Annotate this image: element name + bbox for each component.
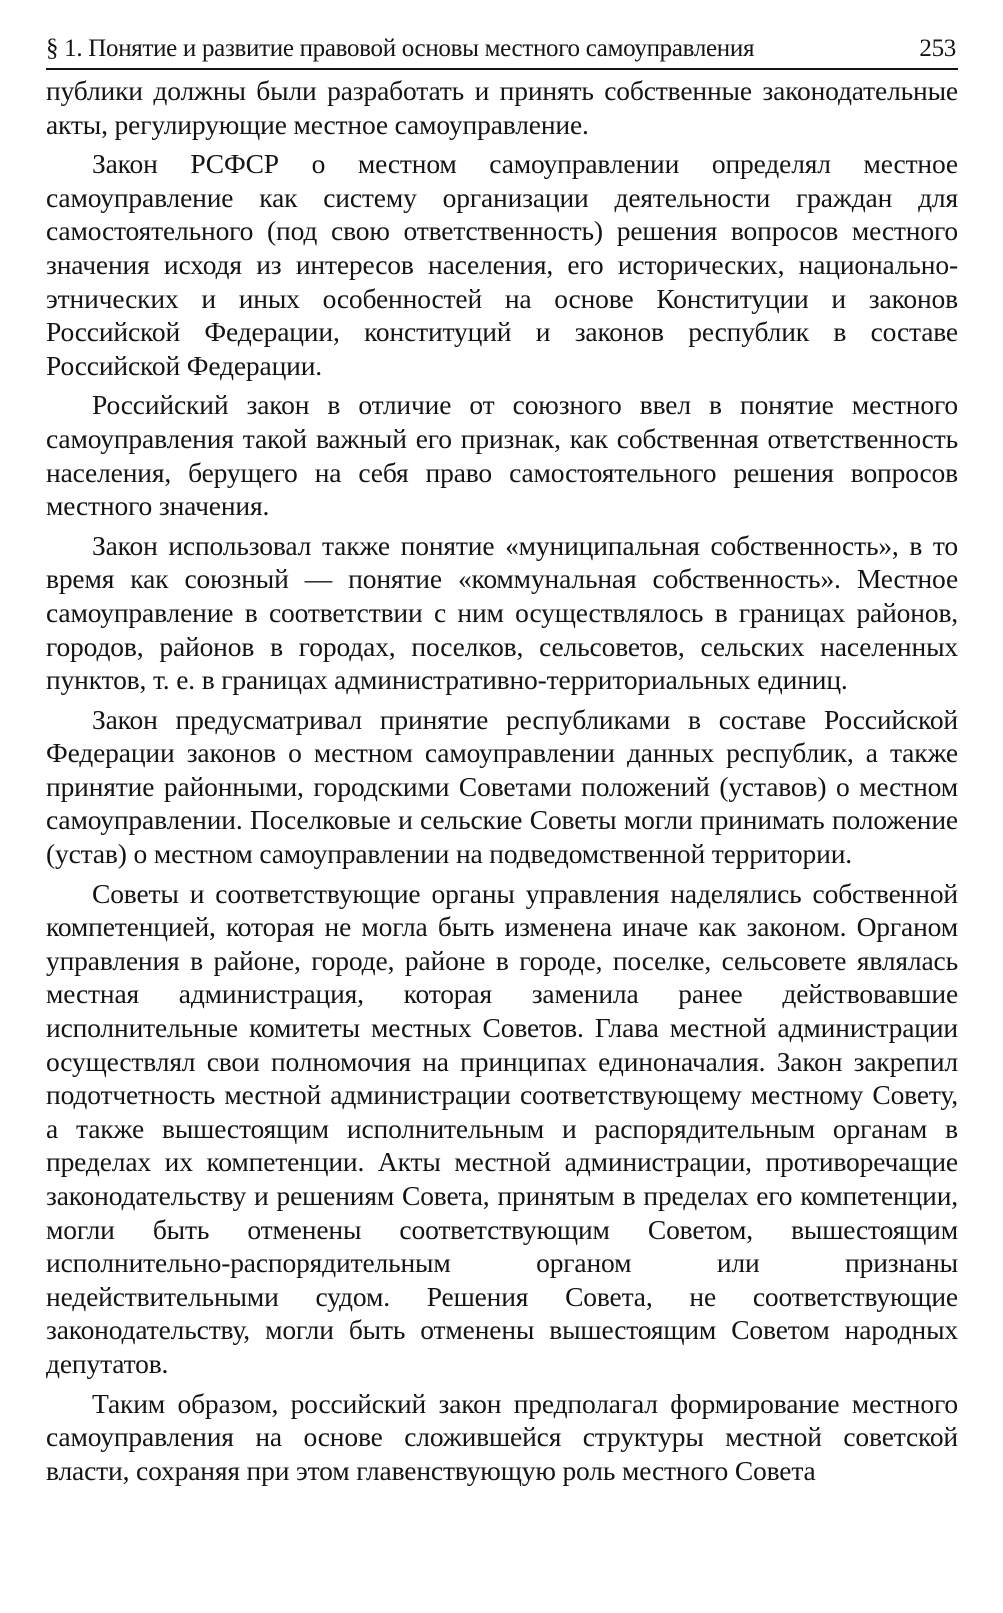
paragraph: Российский закон в отличие от союзного ввел в понятие местного самоуправления такой важный его признак, как собственная ответственность населения, берущего на себя право самостоятельного решения вопросов местного значения. xyxy=(46,389,958,522)
paragraph: Закон использовал также понятие «муниципальная собственность», в то время как союзный — понятие «коммунальная собственность». Местное самоуправление в соответствии с ним осуществлялось в границах районов, городов, районов в городах, поселков, сельсоветов, сельских населенных пунктов, т. е. в границах административно-территориальных единиц. xyxy=(46,529,958,696)
paragraph-continued: публики должны были разработать и принять собственные законодательные акты, регулирующие местное самоуправление. xyxy=(46,75,958,140)
paragraph: Закон предусматривал принятие республиками в составе Российской Федерации законов о местном самоуправлении данных республик, а также принятие районными, городскими Советами положений (уставов) о местном самоуправлении. Поселковые и сельские Советы могли принимать положение (устав) о местном самоуправлении на подведомственной территории. xyxy=(46,703,958,870)
body-text xyxy=(46,74,958,1487)
paragraph: Таким образом, российский закон предполагал формирование местного самоуправления на основе сложившейся структуры местной советской власти, сохраняя при этом главенствующую роль местного Совета xyxy=(46,1387,958,1486)
book-page xyxy=(46,34,958,1487)
section-title: § 1. Понятие и развитие правовой основы местного самоуправления xyxy=(46,35,755,62)
paragraph: Советы и соответствующие органы управления наделялись собственной компетенцией, которая не могла быть изменена иначе как законом. Органом управления в районе, городе, районе в городе, поселке, сельсовете являлась местная администрация, которая заменила ранее действовавшие исполнительные комитеты местных Советов. Глава местной администрации осуществлял свои полномочия на принципах единоначалия. Закон закрепил подотчетность местной администрации соответствующему местному Совету, а также вышестоящим исполнительным и распорядительным органам в пределах их компетенции. Акты местной администрации, противоречащие законодательству и решениям Совета, принятым в пределах его компетенции, могли быть отменены соответствующим Советом, вышестоящим исполнительно-распорядительным органом или признаны недействительными судом. Решения Совета, не соответствующие законодательству, могли быть отменены вышестоящим Советом народных депутатов. xyxy=(46,877,958,1379)
running-header xyxy=(46,34,958,70)
page-number: 253 xyxy=(919,35,956,62)
paragraph: Закон РСФСР о местном самоуправлении определял местное самоуправление как систему организации деятельности граждан для самостоятельного (под свою ответственность) решения вопросов местного значения исходя из интересов населения, его исторических, национально-этнических и иных особенностей на основе Конституции и законов Российской Федерации, конституций и законов республик в составе Российской Федерации. xyxy=(46,148,958,381)
